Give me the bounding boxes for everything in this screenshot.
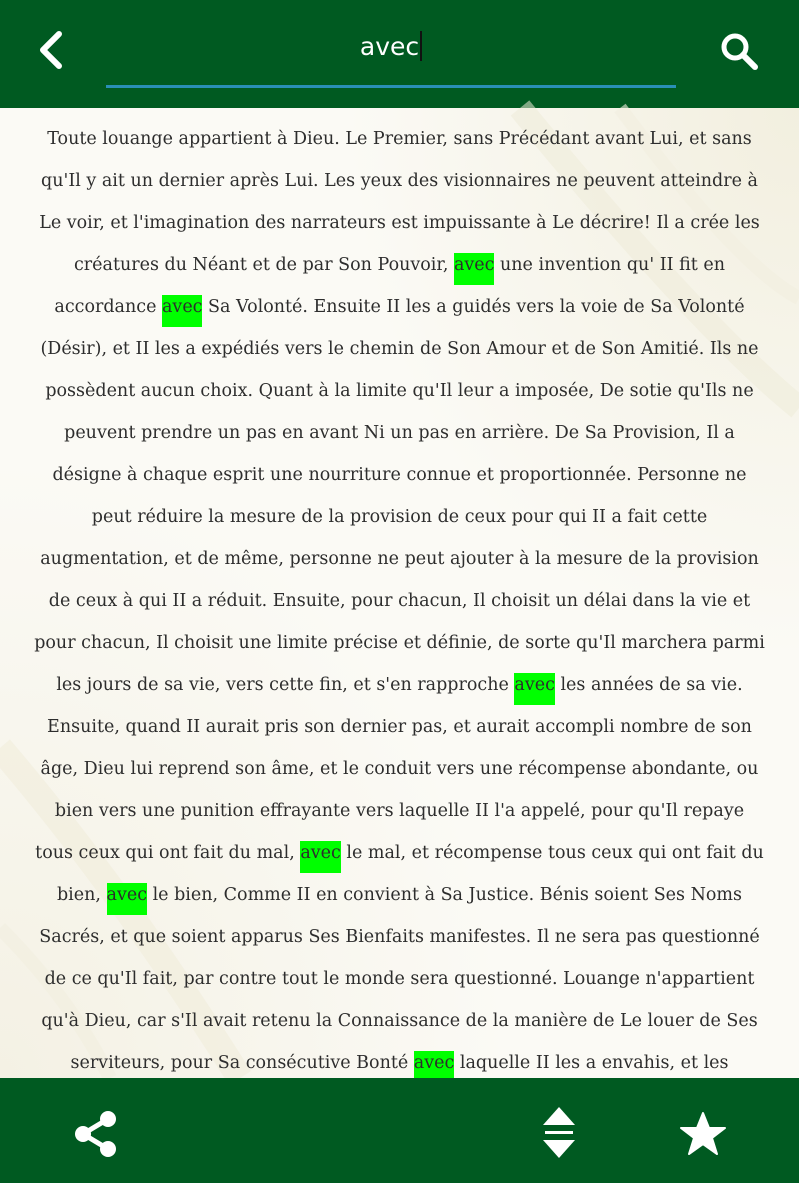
text-caret	[420, 31, 422, 61]
text-segment: les années de sa vie. Ensuite, quand II aurait pris son dernier pas, et aurait accompli nombre de son âge, Dieu lui reprend son âme, et le conduit vers une récompense abondante, ou bien vers une punition effrayante vers laquelle II l'a appelé, pour qu'Il repaye tous ceux qui ont fait du mal,	[35, 675, 759, 863]
text-segment: le bien, Comme II en convient à Sa Justice. Bénis soient Ses Noms Sacrés, et que soient apparus Ses Bienfaits manifestes. Il ne sera pas questionné de ce qu'Il fait, par contre tout le monde sera questionné. Louange n'appartient qu'à Dieu, car s'Il avait retenu la Connaissance de la manière de Le louer de Ses serviteurs, pour Sa consécutive Bonté	[39, 885, 760, 1073]
article-text	[34, 118, 765, 1126]
search-match-highlight: avec	[414, 1051, 454, 1083]
search-match-highlight: avec	[454, 253, 494, 285]
text-segment: le mal, et récompense tous ceux qui ont fait du bien,	[56, 843, 764, 905]
share-icon	[70, 1108, 122, 1160]
reading-content[interactable]	[0, 108, 799, 1078]
search-input[interactable]	[106, 20, 676, 88]
search-match-highlight: avec	[514, 673, 554, 705]
search-match-highlight: avec	[162, 295, 202, 327]
back-button[interactable]	[28, 24, 72, 76]
search-match-highlight: avec	[107, 883, 147, 915]
search-button[interactable]	[710, 24, 768, 78]
search-icon	[719, 31, 759, 71]
text-segment: Toute louange appartient à Dieu. Le Premier, sans Précédant avant Lui, et sans qu'Il y ait un dernier après Lui. Les yeux des visionnaires ne peuvent atteindre à Le voir, et l'imagination des narrateurs est impuissante à Le décrire! Il a crée les créatures du Néant et de par Son Pouvoir,	[39, 129, 760, 275]
chevron-left-icon	[35, 30, 65, 70]
text-segment: laquelle II les a envahis, et les	[459, 1053, 729, 1073]
match-navigation-button[interactable]	[534, 1100, 584, 1166]
favorite-button[interactable]	[676, 1106, 730, 1162]
share-button[interactable]	[66, 1106, 126, 1162]
top-app-bar	[0, 0, 799, 108]
search-match-highlight: avec	[300, 841, 340, 873]
text-segment: Sa Volonté. Ensuite II les a guidés vers la voie de Sa Volonté (Désir), et II les a expédiés vers le chemin de Son Amour et de Son Amitié. Ils ne possèdent aucun choix. Quant à la limite qu'Il leur a imposée, De sotie qu'Ils ne peuvent prendre un pas en avant Ni un pas en arrière. De Sa Provision, Il a désigne à chaque esprit une nourriture connue et proportionnée. Personne ne peut réduire la mesure de la provision de ceux pour qui II a fait cette augmentation, et de même, personne ne peut ajouter à la mesure de la provision de ceux à qui II a réduit. Ensuite, pour chacun, Il choisit un délai dans la vie et pour chacun, Il choisit une limite précise et définie, de sorte qu'Il marchera parmi les jours de sa vie, vers cette fin, et s'en rapproche	[34, 297, 765, 695]
text-segment: une invention qu' II fit en accordance	[54, 255, 725, 317]
up-down-arrows-icon	[539, 1103, 579, 1163]
search-input-text	[106, 30, 676, 64]
star-icon	[679, 1110, 727, 1158]
search-query: avec	[359, 32, 420, 61]
bottom-toolbar	[0, 1078, 799, 1183]
